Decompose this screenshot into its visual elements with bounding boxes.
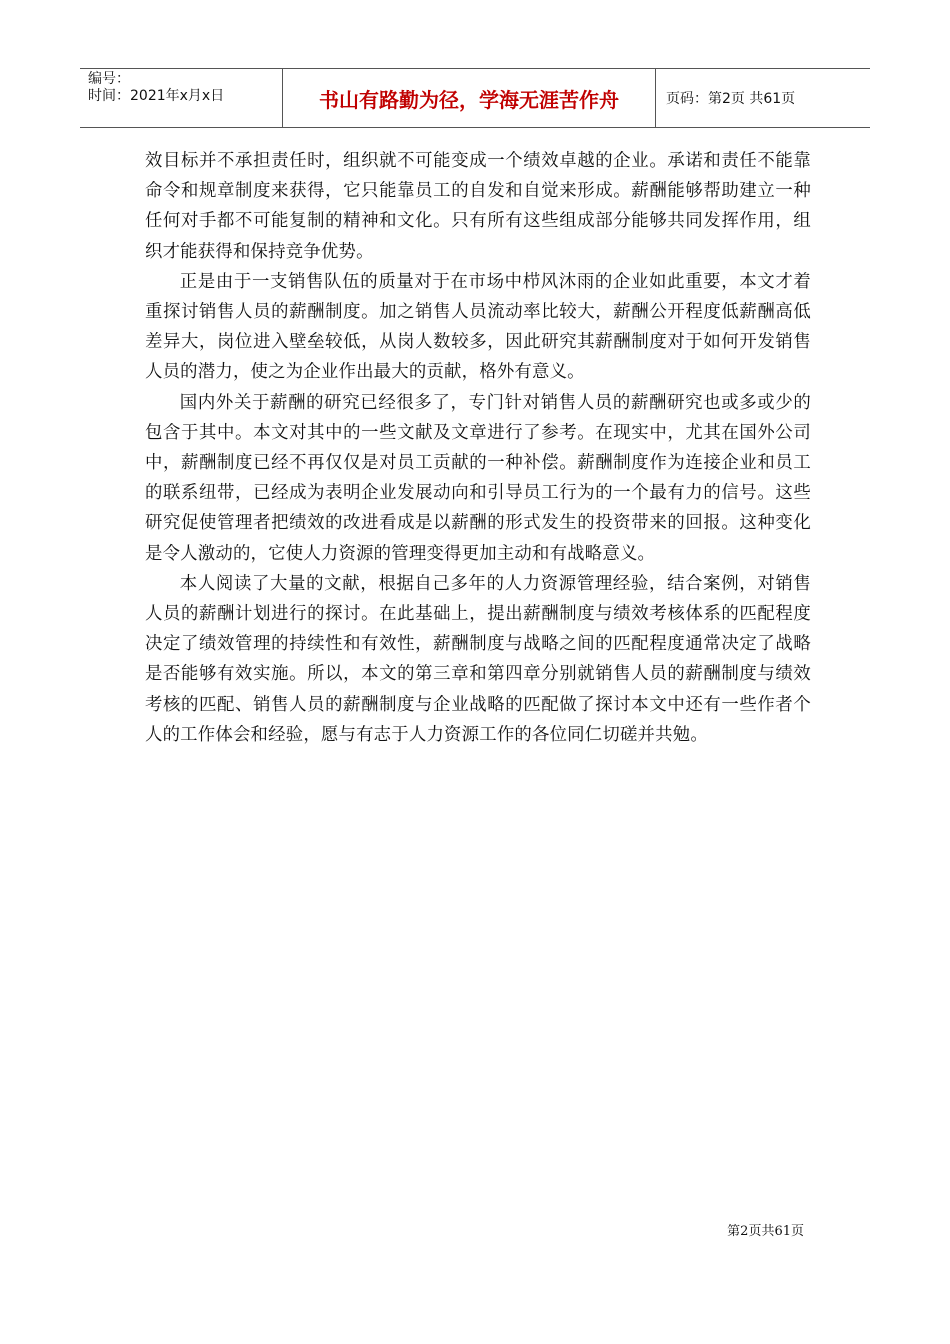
paragraph-1: 效目标并不承担责任时，组织就不可能变成一个绩效卓越的企业。承诺和责任不能靠命令和规章制度来获得，它只能靠员工的自发和自觉来形成。薪酬能够帮助建立一种任何对手都不可能复制的精神和文化。只有所有这些组成部分能够共同发挥作用，组织才能获得和保持竞争优势。 <box>145 151 811 262</box>
header-motto: 书山有路勤为径，学海无涯苦作舟 <box>282 69 656 127</box>
page-footer: 第2页共61页 <box>727 1224 804 1239</box>
header-date-label: 时间：2021年x月x日 <box>88 88 225 104</box>
header-number-label: 编号： <box>88 71 130 87</box>
page-header <box>80 68 870 128</box>
paragraph-4: 本人阅读了大量的文献，根据自己多年的人力资源管理经验，结合案例，对销售人员的薪酬计划进行的探讨。在此基础上，提出薪酬制度与绩效考核体系的匹配程度决定了绩效管理的持续性和有效性，薪酬制度与战略之间的匹配程度通常决定了战略是否能够有效实施。所以，本文的第三章和第四章分别就销售人员的薪酬制度与绩效考核的匹配、销售人员的薪酬制度与企业战略的匹配做了探讨本文中还有一些作者个人的工作体会和经验，愿与有志于人力资源工作的各位同仁切磋并共勉。 <box>145 573 811 745</box>
paragraph-3: 国内外关于薪酬的研究已经很多了，专门针对销售人员的薪酬研究也或多或少的包含于其中。本文对其中的一些文献及文章进行了参考。在现实中，尤其在国外公司中，薪酬制度已经不再仅仅是对员工贡献的一种补偿。薪酬制度作为连接企业和员工的联系纽带，已经成为表明企业发展动向和引导员工行为的一个最有力的信号。这些研究促使管理者把绩效的改进看成是以薪酬的形式发生的投资带来的回报。这种变化是令人激动的，它使人力资源的管理变得更加主动和有战略意义。 <box>145 392 811 564</box>
header-meta <box>80 69 282 127</box>
header-page-info: 页码：第2页 共61页 <box>666 91 796 107</box>
paragraph-2: 正是由于一支销售队伍的质量对于在市场中栉风沐雨的企业如此重要，本文才着重探讨销售人员的薪酬制度。加之销售人员流动率比较大，薪酬公开程度低薪酬高低差异大，岗位进入壁垒较低，从岗人数较多，因此研究其薪酬制度对于如何开发销售人员的潜力，使之为企业作出最大的贡献，格外有意义。 <box>145 271 811 383</box>
document-body <box>145 146 811 750</box>
